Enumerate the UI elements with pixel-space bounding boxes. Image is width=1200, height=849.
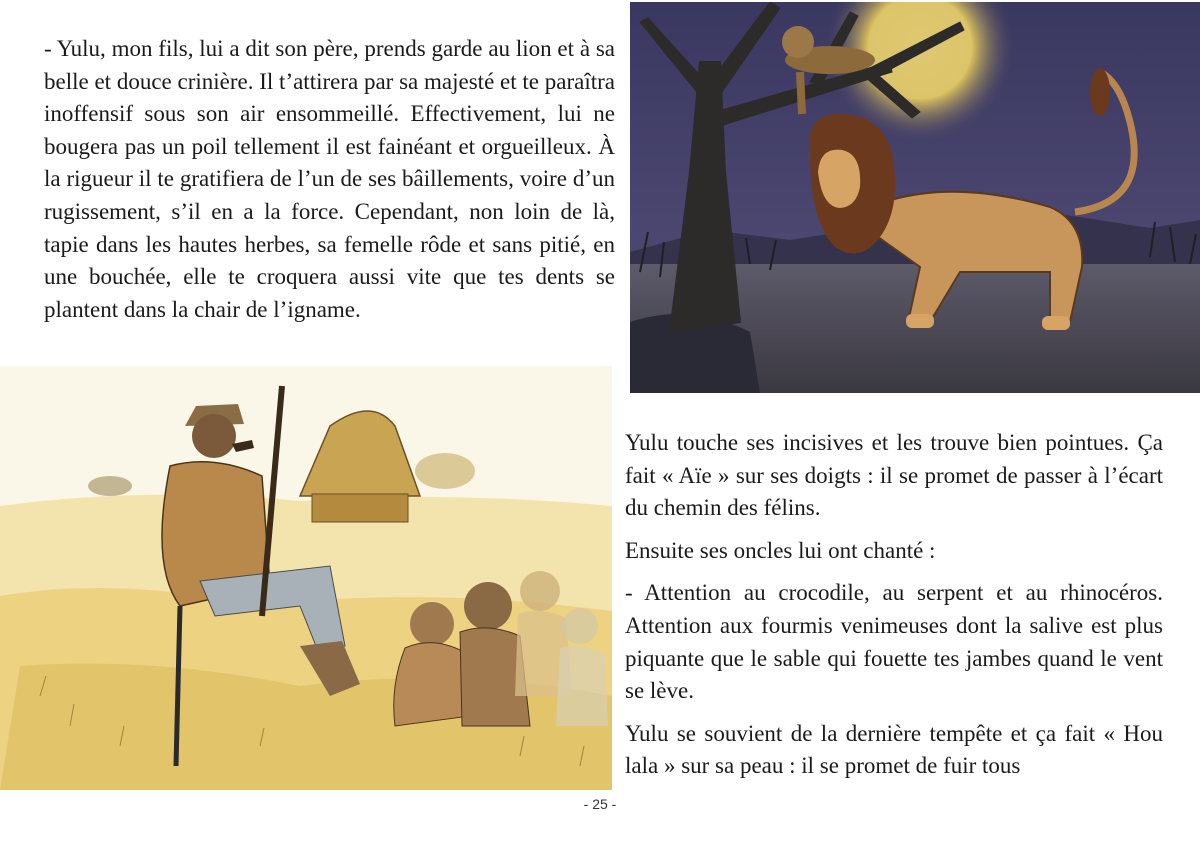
lion-illustration: [630, 2, 1200, 393]
right-paragraph-block: [625, 427, 1163, 783]
elder-illustration: [0, 366, 612, 790]
incisives-paragraph: Yulu touche ses incisives et les trouve bien pointues. Ça fait « Aïe » sur ses doigts : il se promet de passer à l’écart du chemin des félins.: [625, 430, 1163, 521]
village-elder-scene: [0, 366, 612, 790]
lion-night-scene: [630, 2, 1200, 393]
uncles-intro-paragraph: Ensuite ses oncles lui ont chanté :: [625, 537, 936, 563]
top-paragraph-block: [44, 33, 615, 326]
storm-memory-paragraph: Yulu se souvient de la dernière tempête et ça fait « Hou lala » sur sa peau : il se promet de fuir tous: [625, 720, 1163, 779]
father-warning-paragraph: - Yulu, mon fils, lui a dit son père, prends garde au lion et à sa belle et douce crinière. Il t’attirera par sa majesté et te paraîtra inoffensif sous son air ensommeillé. Effectivement, lui ne bougera pas un poil tellement il est fainéant et orgueilleux. À la rigueur il te gratifiera de l’un de ses bâillements, voire d’un rugissement, s’il en a la force. Cependant, non loin de là, tapie dans les hautes herbes, sa femelle rôde et sans pitié, en une bouchée, elle te croquera aussi vite que tes dents se plantent dans la chair de l’igname.: [44, 36, 615, 322]
page-number: - 25 -: [583, 796, 617, 812]
uncles-warning-paragraph: - Attention au crocodile, au serpent et au rhinocéros. Attention aux fourmis venimeuses dont la salive est plus piquante que le sable qui fouette tes jambes quand le vent se lève.: [625, 580, 1163, 704]
